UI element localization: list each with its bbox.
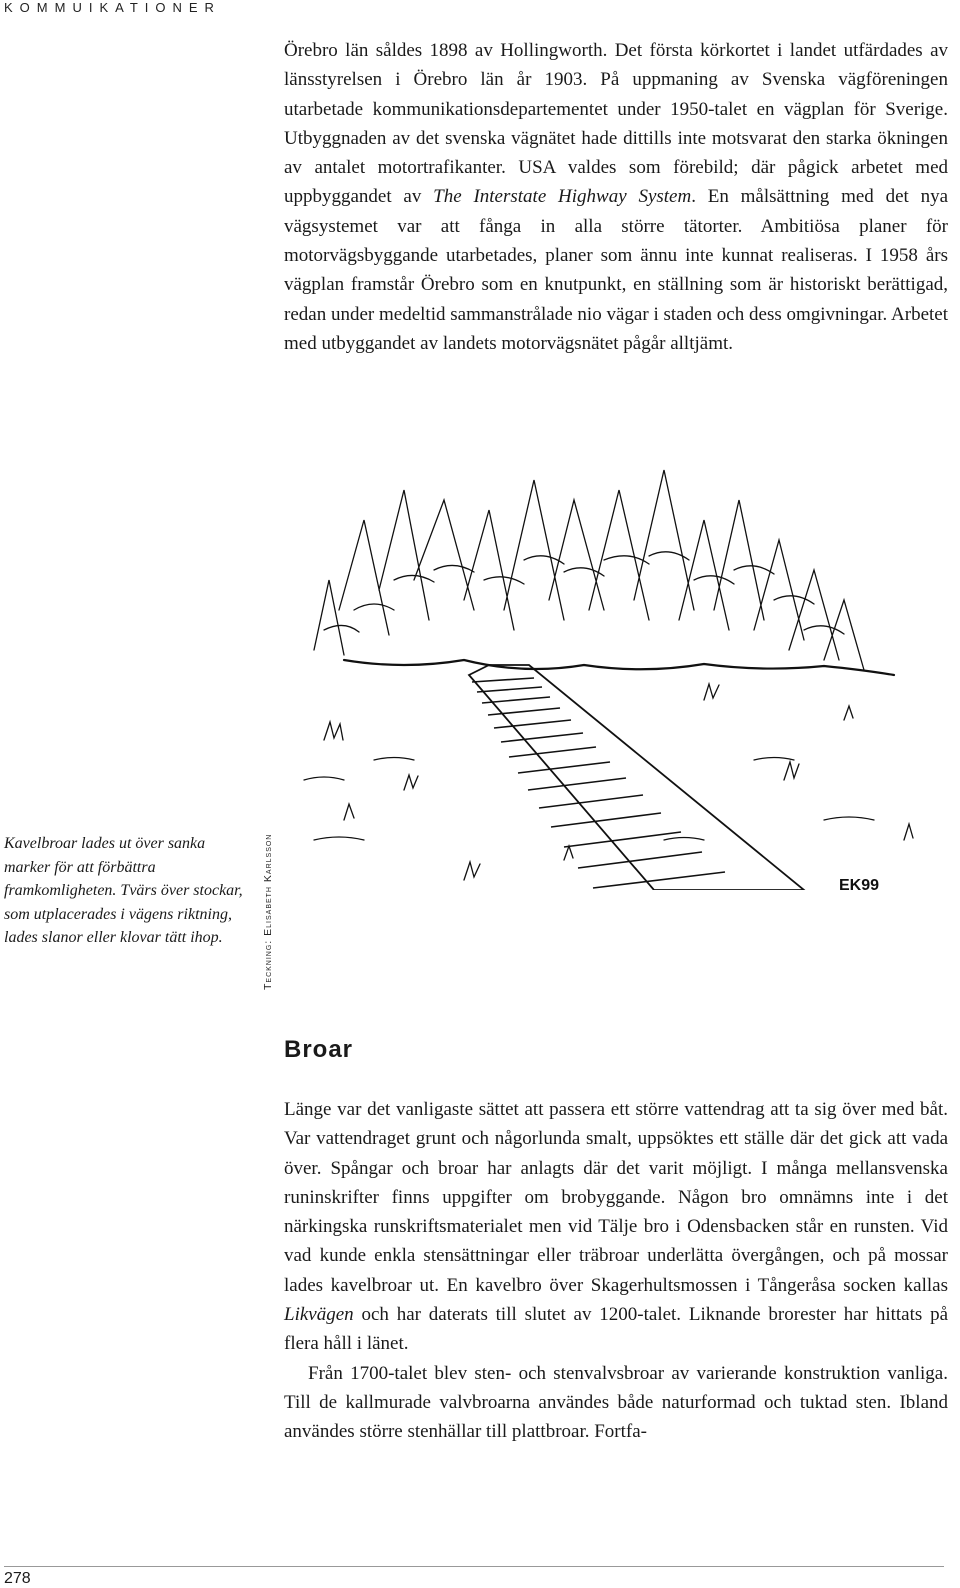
figure-caption: Kavelbroar lades ut över sanka marker för att förbättra framkomligheten. Tvärs över stockar, som utplacerades i vägens riktning, lades slanor eller klovar tätt ihop.	[4, 835, 243, 946]
intro-italic-title: The Interstate Highway System	[433, 186, 692, 208]
intro-text-start: Örebro län såldes 1898 av Hollingworth. Det första körkortet i landet utfärdades av länsstyrelsen i Örebro län år 1903. På uppmaning av Svenska vägföreningen utarbetade kommunikationsdepartementet under 1950-talet en vägplan för Sverige. Utbyggnaden av det svenska vägnätet hade dittills inte motsvarat den starka ökningen av antalet motortrafikanter. USA valdes som förebild; där pågick arbetet med uppbyggandet av	[284, 40, 948, 208]
intro-paragraph	[284, 36, 948, 358]
broar-p1-start: Länge var det vanligaste sättet att passera ett större vattendrag att ta sig över med båt. Var vattendraget grunt och någorlunda smalt, uppsöktes ett ställe där det gick att vada över. Spångar och broar har anlagts där det varit möjligt. I många mellansvenska runinskrifter finns uppgifter om brobyggande. Någon bro omnämns inte i det närkingska runskriftsmaterialet men vid Tälje bro i Odensbacken står en runsten. Vid vad kunde enkla stensättningar eller träbroar underlätta övergången, och på mossar lades kavelbroar ut. En kavelbro över Skagerhultsmossen i Tångeråsa socken kallas	[284, 1099, 948, 1296]
broar-section-text	[284, 1095, 948, 1447]
section-heading: Broar	[284, 1036, 354, 1063]
broar-paragraph-2: Från 1700-talet blev sten- och stenvalvsbroar av varierande konstruktion vanliga. Till de kallmurade valvbroarna användes både naturformad och tuktad sten. Ibland användes större stenhällar till plattbroar. Fortfa-	[284, 1362, 948, 1443]
page-number: 278	[4, 1570, 31, 1587]
broar-paragraph-1	[284, 1095, 948, 1359]
illustrator-signature: EK99	[839, 877, 880, 890]
running-head: KOMMUIKATIONER	[4, 0, 221, 15]
intro-text-end: . En målsättning med det nya vägsystemet var att fånga in alla större tätorter. Ambitiösa planer för motorvägsbyggande utarbetades, planer som ännu inte kunnat realiseras. I 1958 års vägplan framstår Örebro som en knutpunkt, en ställning som är historiskt berättigad, redan under medeltid sammanstrålade nio vägar i staden och dess omgivningar. Arbetet med utbyggandet av landets motorvägsnätet pågår alltjämt.	[284, 186, 948, 354]
forest-drawing	[304, 470, 913, 880]
broar-p1-end: och har daterats till slutet av 1200-talet. Liknande brorester har hittats på flera håll i länet.	[284, 1304, 948, 1355]
corduroy-road-illustration	[284, 460, 948, 890]
illustration-credit: Teckning: Elisabeth Karlsson	[262, 833, 274, 990]
broar-p1-italic: Likvägen	[284, 1304, 354, 1326]
corduroy-road	[469, 665, 804, 890]
footer-rule	[4, 1566, 944, 1567]
